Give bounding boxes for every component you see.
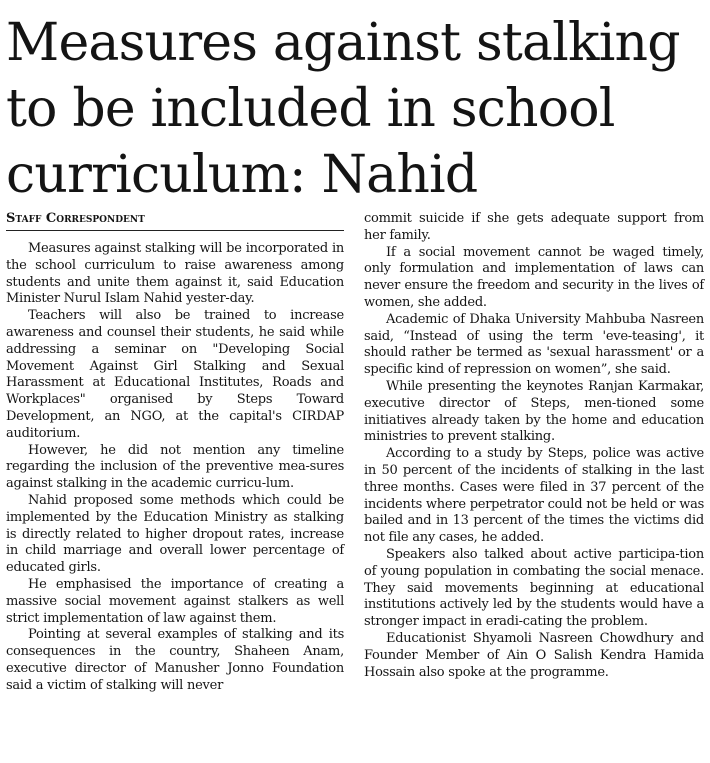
paragraph: Pointing at several examples of stalking and its consequences in the country, Shaheen Anam, executive director of Manusher Jonno Foundation said a victim of stalking will never [6,627,344,693]
paragraph: Educationist Shyamoli Nasreen Chowdhury and Founder Member of Ain O Salish Kendra Hamida Hossain also spoke at the programme. [364,630,704,680]
paragraph: Teachers will also be trained to increase awareness and counsel their students, he said while addressing a seminar on "Developing Social Movement Against Girl Stalking and Sexual Harassment at Educational Institutes, Roads and Workplaces" organised by Steps Toward Development, an NGO, at the capital's CIRDAP auditorium. [6,308,344,441]
paragraph: While presenting the keynotes Ranjan Karmakar, executive director of Steps, men-tioned some initiatives already taken by the home and education ministries to prevent stalking. [364,378,704,445]
article-column-left [6,211,344,695]
paragraph: Nahid proposed some methods which could be implemented by the Education Ministry as stalking is directly related to higher dropout rates, increase in child marriage and overall lower percentage of educated girls. [6,492,344,576]
article-column-right [364,211,704,681]
paragraph: Speakers also talked about active participa-tion of young population in combating the social menace. They said movements beginning at educational institutions actively led by the students would have a stronger impact in eradi-cating the problem. [364,546,704,630]
paragraph-continued: commit suicide if she gets adequate support from her family. [364,211,704,243]
paragraph: According to a study by Steps, police was active in 50 percent of the incidents of stalking in the last three months. Cases were filed in 37 percent of the incidents where perpetrator could not be held or was bailed and in 13 percent of the times the victims did not file any cases, he added. [364,446,704,546]
paragraph: Measures against stalking will be incorporated in the school curriculum to raise awareness among students and unite them against it, said Education Minister Nurul Islam Nahid yester-day. [6,241,344,307]
byline: Staff Correspondent [6,211,344,231]
headline-line: to be included in school [6,79,615,139]
paragraph: He emphasised the importance of creating a massive social movement against stalkers as well strict implementation of law against them. [6,576,344,626]
paragraph: However, he did not mention any timeline regarding the inclusion of the preventive mea-sures against stalking in the academic curricu-lum. [6,442,344,492]
paragraph: Academic of Dhaka University Mahbuba Nasreen said, “Instead of using the term 'eve-teasing', it should rather be termed as 'sexual harassment' or a specific kind of repression on women”, she said. [364,311,704,378]
headline [6,10,706,208]
paragraph: If a social movement cannot be waged timely, only formulation and implementation of laws can never ensure the freedom and security in the lives of women, she added. [364,244,704,310]
headline-line: Measures against stalking [6,13,680,73]
headline-line: curriculum: Nahid [6,145,478,205]
